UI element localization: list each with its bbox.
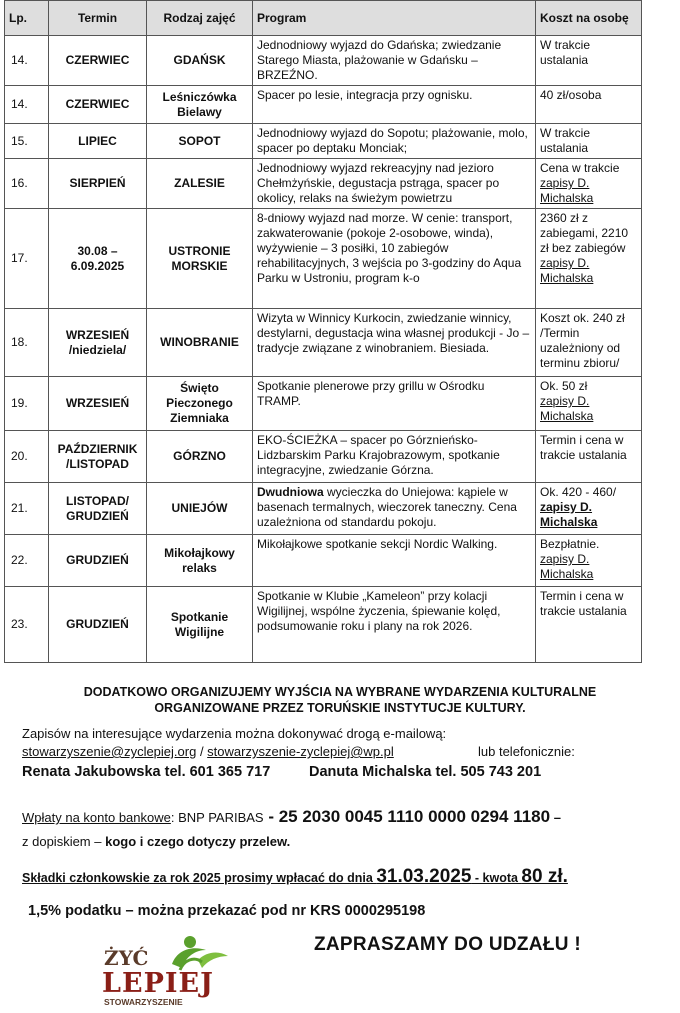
cell-cost: [536, 377, 642, 431]
table-row: [5, 587, 642, 663]
cell-lp: 18.: [5, 309, 49, 377]
header-koszt: Koszt na osobę: [536, 1, 642, 36]
cell-lp: 15.: [5, 124, 49, 159]
cost-text: 2360 zł z zabiegami, 2210 zł bez zabiegów: [540, 211, 629, 255]
cell-cost: [536, 587, 642, 663]
header-termin: Termin: [49, 1, 147, 36]
cell-rodzaj: UNIEJÓW: [147, 483, 253, 535]
cell-termin: 30.08 – 6.09.2025: [49, 209, 147, 309]
cell-termin: GRUDZIEŃ: [49, 587, 147, 663]
zapisy-link[interactable]: zapisy D. Michalska: [540, 394, 594, 423]
cost-text: Termin i cena w trakcie ustalania: [540, 589, 627, 618]
cell-cost: [536, 124, 642, 159]
dash: -: [263, 807, 279, 826]
cost-text: Ok. 50 zł: [540, 379, 588, 393]
cost-text: 40 zł/osoba: [540, 88, 602, 102]
table-row: [5, 209, 642, 309]
cell-program: [253, 159, 536, 209]
cell-termin: PAŹDZIERNIK /LISTOPAD: [49, 431, 147, 483]
program-text: Spacer po lesie, integracja przy ognisku.: [257, 88, 473, 102]
program-text: Spotkanie plenerowe przy grillu w Ośrodku TRAMP.: [257, 379, 485, 408]
table-row: [5, 535, 642, 587]
email-separator: /: [196, 744, 208, 759]
kwota-label: - kwota: [471, 871, 522, 885]
cell-lp: 19.: [5, 377, 49, 431]
schedule-table: [4, 0, 642, 663]
header-program: Program: [253, 1, 536, 36]
skladki-line: [22, 866, 568, 888]
dopisek-line: [22, 834, 290, 849]
skladki-text: Składki członkowskie za rok 2025 prosimy wpłacać do dnia: [22, 871, 377, 885]
table-row: [5, 124, 642, 159]
cell-program: [253, 483, 536, 535]
cell-termin: GRUDZIEŃ: [49, 535, 147, 587]
cell-program: [253, 124, 536, 159]
cell-rodzaj: Leśniczówka Bielawy: [147, 86, 253, 124]
cell-rodzaj: GÓRZNO: [147, 431, 253, 483]
footer-title-2: ORGANIZOWANE PRZEZ TORUŃSKIE INSTYTUCJE KULTURY.: [154, 701, 526, 715]
cell-program: [253, 309, 536, 377]
cost-text: Termin i cena w trakcie ustalania: [540, 433, 627, 462]
logo-text-stowarzyszenie: STOWARZYSZENIE: [104, 997, 183, 1007]
program-text: Wizyta w Winnicy Kurkocin, zwiedzanie winnicy, destylarni, degustacja wina własnej produkcji - Jo – tradycje związane z winobraniem. Biesiada.: [257, 311, 530, 355]
program-text: wycieczka do Uniejowa: kąpiele w basenach termalnych, wieczorek taneczny. Cena uzależniona od standardu pokoju.: [257, 485, 517, 529]
header-lp: Lp.: [5, 1, 49, 36]
program-text: EKO-ŚCIEŻKA – spacer po Górznieńsko-Lidzbarskim Parku Krajobrazowym, spotkanie integracyjne, zwiedzanie Górzna.: [257, 433, 500, 477]
logo-text-zyc: ŻYĆ: [104, 946, 149, 970]
cell-termin: CZERWIEC: [49, 36, 147, 86]
program-text: Mikołajkowe spotkanie sekcji Nordic Walking.: [257, 537, 498, 551]
cell-lp: 17.: [5, 209, 49, 309]
cost-text: W trakcie ustalania: [540, 38, 591, 67]
zapisy-text: Zapisów na interesujące wydarzenia można dokonywać drogą e-mailową:: [22, 726, 447, 741]
cell-lp: 14.: [5, 36, 49, 86]
bank-line: [22, 807, 561, 827]
cell-termin: LIPIEC: [49, 124, 147, 159]
phone-label: lub telefonicznie:: [478, 744, 575, 759]
email-line: [22, 744, 394, 759]
cell-cost: [536, 209, 642, 309]
kwota-value: 80 zł.: [521, 866, 568, 887]
cell-program: [253, 377, 536, 431]
bank-account-number: 25 2030 0045 1110 0000 0294 1180: [278, 807, 551, 826]
cell-cost: [536, 431, 642, 483]
program-text: Jednodniowy wyjazd do Gdańska; zwiedzanie Starego Miasta, plażowanie w Gdańsku – BRZEŹNO.: [257, 38, 502, 82]
table-row: [5, 36, 642, 86]
cell-termin: CZERWIEC: [49, 86, 147, 124]
podatek-line: 1,5% podatku – można przekazać pod nr KRS 0000295198: [28, 903, 426, 919]
bank-name: : BNP PARIBAS: [170, 810, 264, 825]
table-header-row: [5, 1, 642, 36]
cell-lp: 23.: [5, 587, 49, 663]
invite-text: ZAPRASZAMY DO UDZAŁU !: [314, 934, 581, 955]
cell-program: [253, 36, 536, 86]
table-row: [5, 431, 642, 483]
cell-program: [253, 587, 536, 663]
zapisy-link[interactable]: zapisy D. Michalska: [540, 552, 594, 581]
program-text: Jednodniowy wyjazd rekreacyjny nad jezioro Chełmżyńskie, degustacja pstrąga, spacer po okolicy, relaks na świeżym powietrzu: [257, 161, 500, 205]
email-link-1[interactable]: stowarzyszenie@zyclepiej.org: [22, 744, 197, 759]
contact-michalska: Danuta Michalska tel. 505 743 201: [309, 764, 542, 780]
cell-lp: 14.: [5, 86, 49, 124]
footer-title-1: DODATKOWO ORGANIZUJEMY WYJŚCIA NA WYBRANE WYDARZENIA KULTURALNE: [83, 685, 597, 699]
zyc-lepiej-logo: [102, 930, 238, 1008]
cell-termin: WRZESIEŃ /niedziela/: [49, 309, 147, 377]
cell-termin: LISTOPAD/ GRUDZIEŃ: [49, 483, 147, 535]
program-text: 8-dniowy wyjazd nad morze. W cenie: transport, zakwaterowanie (pokoje 2-osobowe, winda), wyżywienie – 3 posiłki, 10 zabiegów rehabilitacyjnych, 3 wejścia po 3-godziny do Aqua Parku w Ustroniu, program k-o: [257, 211, 522, 285]
logo-text-lepiej: LEPIEJ: [102, 968, 214, 999]
program-bold: Dwudniowa: [257, 485, 324, 499]
cell-lp: 20.: [5, 431, 49, 483]
program-text: Jednodniowy wyjazd do Sopotu; plażowanie, molo, spacer po deptaku Monciak;: [257, 126, 528, 155]
cell-lp: 16.: [5, 159, 49, 209]
zapisy-link[interactable]: zapisy D. Michalska: [540, 176, 594, 205]
table-row: [5, 309, 642, 377]
cell-lp: 22.: [5, 535, 49, 587]
skladki-deadline: 31.03.2025: [376, 866, 472, 887]
table-row: [5, 483, 642, 535]
cell-cost: [536, 86, 642, 124]
cell-rodzaj: SOPOT: [147, 124, 253, 159]
cell-rodzaj: ZALESIE: [147, 159, 253, 209]
program-text: Spotkanie w Klubie „Kameleon” przy kolacji Wigilijnej, wspólne życzenia, śpiewanie kolęd, podsumowanie roku i plany na rok 2026.: [257, 589, 501, 633]
cell-program: [253, 431, 536, 483]
cell-program: [253, 86, 536, 124]
cell-lp: 21.: [5, 483, 49, 535]
cell-cost: [536, 159, 642, 209]
cell-rodzaj: GDAŃSK: [147, 36, 253, 86]
email-link-2[interactable]: stowarzyszenie-zyclepiej@wp.pl: [207, 744, 394, 759]
cost-text: Koszt ok. 240 zł /Termin uzależniony od terminu zbioru/: [540, 311, 625, 370]
cell-rodzaj: USTRONIE MORSKIE: [147, 209, 253, 309]
cell-rodzaj: Mikołajkowy relaks: [147, 535, 253, 587]
cost-text: Ok. 420 - 460/: [540, 485, 617, 499]
cost-text: W trakcie ustalania: [540, 126, 591, 155]
header-rodzaj: Rodzaj zajęć: [147, 1, 253, 36]
footer: [0, 684, 680, 716]
cell-cost: [536, 36, 642, 86]
dash-2: –: [550, 810, 561, 825]
table-row: [5, 377, 642, 431]
zapisy-link[interactable]: zapisy D. Michalska: [540, 500, 598, 529]
contact-jakubowska: Renata Jakubowska tel. 601 365 717: [22, 764, 271, 780]
cost-text: Bezpłatnie.: [540, 537, 600, 551]
table-row: [5, 159, 642, 209]
cell-rodzaj: Święto Pieczonego Ziemniaka: [147, 377, 253, 431]
cell-rodzaj: WINOBRANIE: [147, 309, 253, 377]
cell-program: [253, 535, 536, 587]
cell-rodzaj: Spotkanie Wigilijne: [147, 587, 253, 663]
cell-cost: [536, 483, 642, 535]
cell-cost: [536, 309, 642, 377]
dopisek-label: z dopiskiem –: [22, 834, 106, 849]
zapisy-link[interactable]: zapisy D. Michalska: [540, 256, 594, 285]
dopisek-text: kogo i czego dotyczy przelew.: [105, 834, 291, 849]
cell-termin: WRZESIEŃ: [49, 377, 147, 431]
cell-cost: [536, 535, 642, 587]
table-row: [5, 86, 642, 124]
cost-text: Cena w trakcie: [540, 161, 620, 175]
cell-program: [253, 209, 536, 309]
wplaty-label: Wpłaty na konto bankowe: [22, 810, 171, 825]
cell-termin: SIERPIEŃ: [49, 159, 147, 209]
